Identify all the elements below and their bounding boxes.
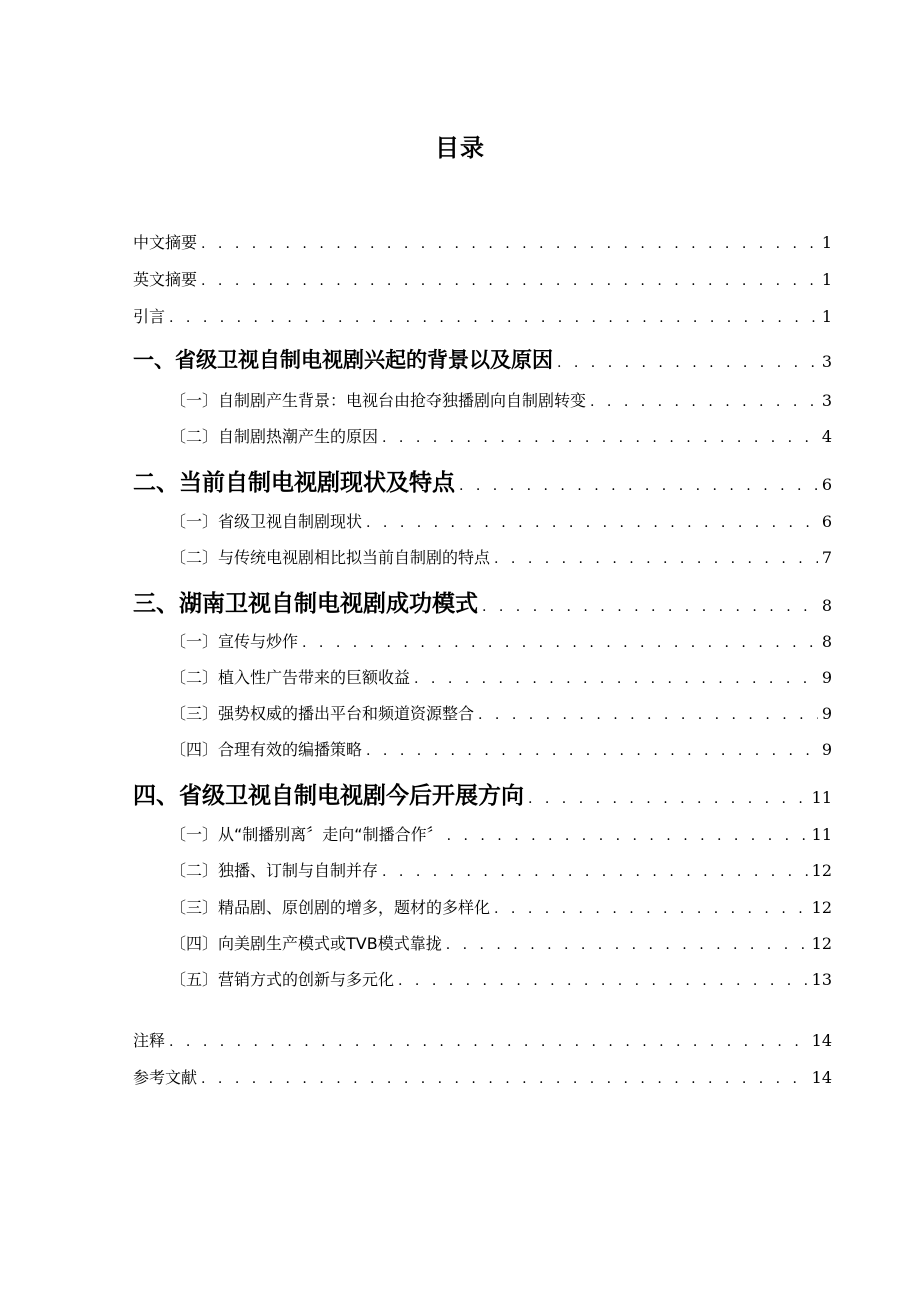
dot-leader bbox=[447, 828, 808, 844]
toc-entry-label: 〔一〕从“制播别离〞走向“制播合作〞 bbox=[170, 825, 443, 844]
toc-entry-page: 14 bbox=[811, 1031, 832, 1050]
toc-entry-label: 参考文献 bbox=[133, 1068, 198, 1087]
dot-leader bbox=[478, 707, 818, 723]
toc-entry-chinese-abstract[interactable] bbox=[133, 230, 832, 253]
toc-entry-notes[interactable] bbox=[133, 1028, 832, 1051]
toc-entry-page: 12 bbox=[811, 861, 832, 880]
toc-entry-label: 〔四〕合理有效的编播策略 bbox=[170, 740, 363, 759]
toc-entry-label: 四、省级卫视自制电视剧今后开展方向 bbox=[133, 783, 524, 809]
toc-entry-section-4-1[interactable] bbox=[170, 822, 832, 845]
toc-entry-section-1-1[interactable] bbox=[170, 388, 832, 411]
dot-leader bbox=[528, 791, 808, 807]
toc-entry-page: 8 bbox=[821, 596, 832, 615]
dot-leader bbox=[366, 743, 818, 759]
dot-leader bbox=[382, 864, 808, 880]
toc-entry-label: 〔四〕向美剧生产模式或TVB模式靠拢 bbox=[170, 934, 442, 953]
toc-entry-section-4-3[interactable] bbox=[170, 895, 832, 918]
toc-entry-label: 〔一〕省级卫视自制剧现状 bbox=[170, 512, 363, 531]
toc-entry-label: 三、湖南卫视自制电视剧成功模式 bbox=[133, 591, 478, 617]
toc-entry-section-4-4[interactable] bbox=[170, 931, 832, 954]
toc-entry-chapter-4[interactable] bbox=[133, 777, 832, 810]
toc-entry-page: 1 bbox=[821, 233, 832, 252]
toc-entry-page: 14 bbox=[811, 1068, 832, 1087]
toc-entry-section-3-2[interactable] bbox=[170, 665, 832, 688]
toc-entry-page: 1 bbox=[821, 270, 832, 289]
toc-entry-label: 英文摘要 bbox=[133, 270, 198, 289]
dot-leader bbox=[557, 355, 818, 371]
dot-leader bbox=[169, 310, 818, 326]
toc-entry-label: 引言 bbox=[133, 307, 166, 326]
toc-entry-page: 11 bbox=[811, 825, 832, 844]
toc-entry-label: 〔五〕营销方式的创新与多元化 bbox=[170, 970, 395, 989]
toc-entry-label: 〔三〕强势权威的播出平台和频道资源整合 bbox=[170, 704, 475, 723]
toc-entry-section-4-5[interactable] bbox=[170, 967, 832, 990]
dot-leader bbox=[366, 515, 818, 531]
toc-entry-label: 二、当前自制电视剧现状及特点 bbox=[133, 470, 455, 496]
dot-leader bbox=[446, 937, 808, 953]
toc-entry-references[interactable] bbox=[133, 1065, 832, 1088]
dot-leader bbox=[590, 394, 818, 410]
toc-entry-page: 12 bbox=[811, 934, 832, 953]
toc-entry-section-3-4[interactable] bbox=[170, 737, 832, 760]
toc-entry-label: 〔二〕自制剧热潮产生的原因 bbox=[170, 427, 379, 446]
dot-leader bbox=[494, 901, 808, 917]
toc-title: 目录 bbox=[435, 134, 485, 162]
dot-leader bbox=[201, 236, 818, 252]
dot-leader bbox=[459, 478, 818, 494]
toc-entry-section-3-3[interactable] bbox=[170, 701, 832, 724]
dot-leader bbox=[398, 973, 808, 989]
toc-entry-page: 13 bbox=[811, 970, 832, 989]
toc-entry-section-1-2[interactable] bbox=[170, 424, 832, 447]
dot-leader bbox=[382, 430, 818, 446]
toc-entry-section-2-1[interactable] bbox=[170, 509, 832, 532]
toc-entry-section-2-2[interactable] bbox=[170, 545, 832, 568]
toc-entry-page: 3 bbox=[821, 391, 832, 410]
toc-entry-label: 〔三〕精品剧、原创剧的增多，题材的多样化 bbox=[170, 898, 491, 917]
toc-entry-label: 〔一〕自制剧产生背景：电视台由抢夺独播剧向自制剧转变 bbox=[170, 391, 587, 410]
toc-entry-introduction[interactable] bbox=[133, 304, 832, 327]
toc-entry-page: 9 bbox=[821, 704, 832, 723]
dot-leader bbox=[494, 551, 818, 567]
toc-entry-page: 3 bbox=[821, 352, 832, 371]
dot-leader bbox=[201, 273, 818, 289]
toc-entry-page: 12 bbox=[811, 898, 832, 917]
toc-entry-label: 一、省级卫视自制电视剧兴起的背景以及原因 bbox=[133, 348, 553, 372]
dot-leader bbox=[201, 1071, 808, 1087]
toc-entry-page: 4 bbox=[821, 427, 832, 446]
toc-entry-label: 中文摘要 bbox=[133, 233, 198, 252]
toc-entry-english-abstract[interactable] bbox=[133, 267, 832, 290]
toc-entry-section-4-2[interactable] bbox=[170, 858, 832, 881]
toc-entry-page: 6 bbox=[821, 512, 832, 531]
toc-entry-section-3-1[interactable] bbox=[170, 629, 832, 652]
dot-leader bbox=[414, 671, 818, 687]
toc-entry-page: 7 bbox=[821, 548, 832, 567]
toc-entry-page: 6 bbox=[821, 475, 832, 494]
toc-entry-chapter-2[interactable] bbox=[133, 464, 832, 497]
dot-leader bbox=[302, 635, 818, 651]
toc-entry-label: 〔一〕宣传与炒作 bbox=[170, 632, 299, 651]
toc-entry-label: 〔二〕植入性广告带来的巨额收益 bbox=[170, 668, 411, 687]
toc-entry-page: 8 bbox=[821, 632, 832, 651]
toc-entry-page: 9 bbox=[821, 740, 832, 759]
dot-leader bbox=[482, 599, 818, 615]
toc-entry-page: 9 bbox=[821, 668, 832, 687]
toc-entry-label: 注释 bbox=[133, 1031, 166, 1050]
toc-entry-chapter-3[interactable] bbox=[133, 585, 832, 618]
toc-entry-chapter-1[interactable] bbox=[133, 344, 832, 374]
toc-entry-page: 1 bbox=[821, 307, 832, 326]
toc-entry-label: 〔二〕独播、订制与自制并存 bbox=[170, 861, 379, 880]
toc-entry-label: 〔二〕与传统电视剧相比拟当前自制剧的特点 bbox=[170, 548, 491, 567]
dot-leader bbox=[169, 1034, 808, 1050]
toc-entry-page: 11 bbox=[811, 788, 832, 807]
